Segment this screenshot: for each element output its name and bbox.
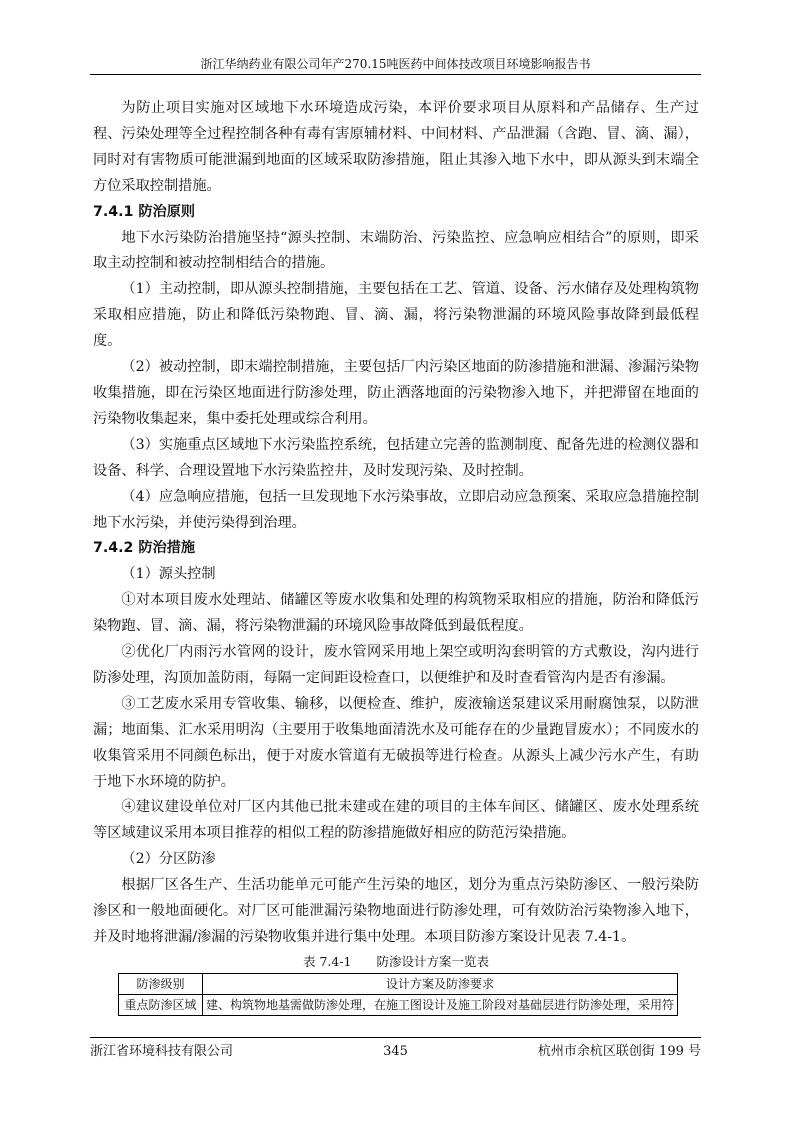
footer-company: 浙江省环境科技有限公司 [90,1044,234,1059]
running-header: 浙江华纳药业有限公司年产270.15吨医药中间体技改项目环境影响报告书 [200,57,591,71]
principle-item-3: （3）实施重点区域地下水污染监控系统，包括建立完善的监测制度、配备先进的检测仪器和设备、科学、合理设置地下水污染监控井，及时发现污染、及时控制。 [93,436,699,479]
table-header-level: 防渗级别 [119,973,203,994]
section-heading-7-4-2: 7.4.2 防治措施 [93,540,196,557]
footer-rule [90,1037,701,1038]
seepage-design-table [118,973,678,1016]
section-heading-7-4-1: 7.4.1 防治原则 [93,203,196,220]
zoning-paragraph: 根据厂区各生产、生活功能单元可能产生污染的地区，划分为重点污染防渗区、一般污染防渗区和一般地面硬化。对厂区可能泄漏污染物地面进行防渗处理，可有效防治污染物渗入地下，并及时地将泄漏/渗漏的污染物收集并进行集中处理。本项目防渗方案设计见表 7.4-1。 [93,877,699,945]
intro-paragraph: 为防止项目实施对区域地下水环境造成污染，本评价要求项目从原料和产品储存、生产过程、污染处理等全过程控制各种有毒有害原辅材料、中间材料、产品泄漏（含跑、冒、滴、漏），同时对有害物质可能泄漏到地面的区域采取防渗措施，阻止其渗入地下水中，即从源头到末端全方位采取控制措施。 [93,100,699,194]
measure-item-1: ①对本项目废水处理站、储罐区等废水收集和处理的构筑物采取相应的措施，防治和降低污染物跑、冒、滴、漏，将污染物泄漏的环境风险事故降低到最低程度。 [93,592,699,635]
principle-item-1: （1）主动控制，即从源头控制措施，主要包括在工艺、管道、设备、污水储存及处理构筑物采取相应措施，防止和降低污染物跑、冒、滴、漏，将污染物泄漏的环境风险事故降到最低程度。 [93,281,699,350]
measure-item-2: ②优化厂内雨污水管网的设计，废水管网采用地上架空或明沟套明管的方式敷设，沟内进行防渗处理，沟顶加盖防雨，每隔一定间距设检查口，以便维护和及时查看管沟内是否有渗漏。 [93,644,699,686]
page-footer [90,1043,701,1061]
measure-item-4: ④建议建设单位对厂区内其他已批未建或在建的项目的主体车间区、储罐区、废水处理系统等区域建议采用本项目推荐的相似工程的防渗措施做好相应的防范污染措施。 [93,799,699,842]
table-header-design: 设计方案及防渗要求 [202,973,677,994]
table-header-row [119,973,678,994]
measure-item-3: ③工艺废水采用专管收集、输移，以便检查、维护，废液输送泵建议采用耐腐蚀泵，以防泄漏；地面集、汇水采用明沟（主要用于收集地面清洗水及可能存在的少量跑冒废水）；不同废水的收集管采用不同颜色标出，便于对废水管道有无破损等进行检查。从源头上减少污水产生，有助于地下水环境的防护。 [93,695,699,790]
subheading-zoned-seepage: （2）分区防渗 [121,851,216,868]
table-cell-level: 重点防渗区域 [119,994,203,1015]
table-caption: 表 7.4-1 防渗设计方案一览表 [302,953,490,969]
header-rule [90,74,701,75]
page-number: 345 [383,1044,408,1059]
footer-address: 杭州市余杭区联创街 199 号 [537,1044,701,1059]
principle-paragraph: 地下水污染防治措施坚持“源头控制、末端防治、污染监控、应急响应相结合”的原则，即采取主动控制和被动控制相结合的措施。 [93,229,699,272]
subheading-source-control: （1）源头控制 [121,566,216,583]
table-cell-design: 建、构筑物地基需做防渗处理，在施工图设计及施工阶段对基础层进行防渗处理，采用符 [202,994,677,1015]
principle-item-2: （2）被动控制，即末端控制措施，主要包括厂内污染区地面的防渗措施和泄漏、渗漏污染物收集措施，即在污染区地面进行防渗处理，防止洒落地面的污染物渗入地下，并把滞留在地面的污染物收集起来，集中委托处理或综合利用。 [93,359,699,427]
table-row [119,994,678,1015]
page-body [93,96,699,1016]
principle-item-4: （4）应急响应措施，包括一旦发现地下水污染事故，立即启动应急预案、采取应急措施控制地下水污染，并使污染得到治理。 [93,488,699,531]
